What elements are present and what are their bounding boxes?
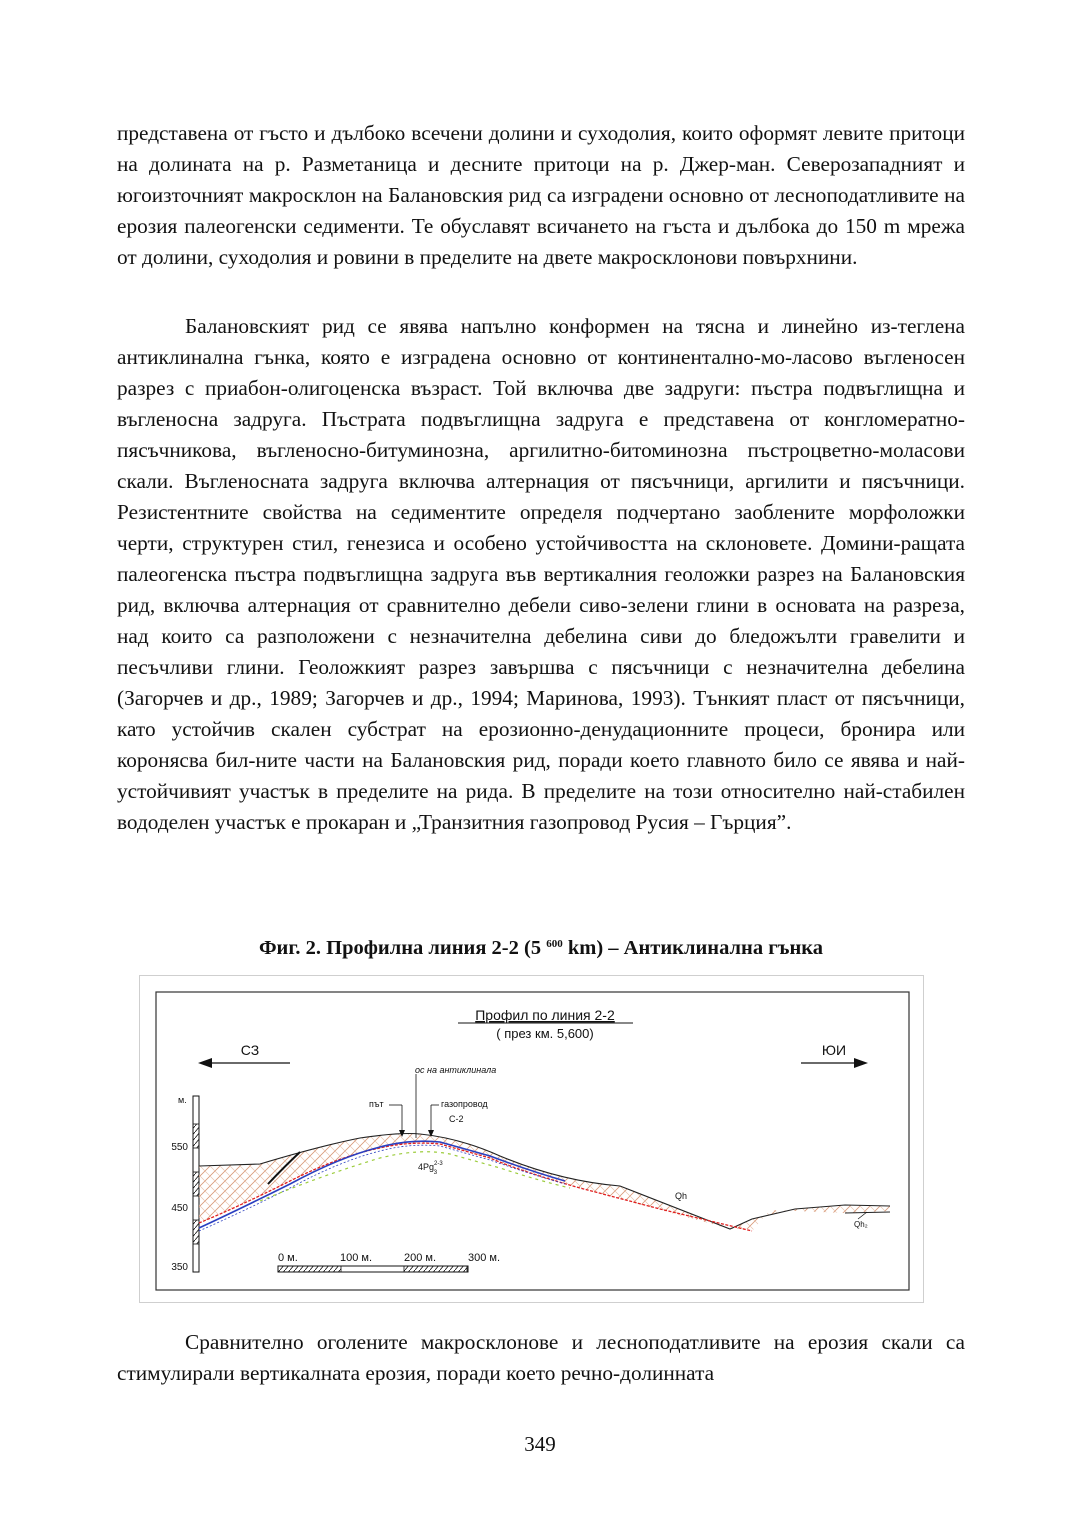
caption-after: km) – Антиклинална гънка bbox=[562, 937, 824, 959]
label-axis: ос на антиклинала bbox=[415, 1065, 497, 1075]
dir-right-label: ЮИ bbox=[821, 1042, 847, 1058]
scale-label-200: 200 м. bbox=[404, 1252, 437, 1264]
caption-sup: 600 bbox=[546, 938, 563, 950]
paragraph-top-block bbox=[117, 118, 965, 273]
dir-left-label: СЗ bbox=[240, 1042, 260, 1058]
figure-title: Профил по линия 2-2 bbox=[475, 1007, 615, 1023]
figure-profile bbox=[139, 975, 924, 1303]
dir-right-arrowhead bbox=[854, 1058, 868, 1068]
page-number: 349 bbox=[524, 1432, 556, 1456]
paragraph-main-block bbox=[117, 311, 965, 838]
label-qh: Qh bbox=[675, 1191, 688, 1201]
axis-tick-450: 450 bbox=[171, 1203, 188, 1214]
axis-tick-550: 550 bbox=[171, 1142, 188, 1153]
caption-before: Фиг. 2. Профилна линия 2-2 (5 bbox=[258, 937, 547, 959]
scale-label-100: 100 м. bbox=[340, 1252, 373, 1264]
axis-unit: м. bbox=[178, 1095, 187, 1105]
label-pipeline: газопровод bbox=[441, 1099, 488, 1109]
paragraph-main: Балановският рид се явява напълно конформен на тясна и линейно из-теглена антиклинална гънка, която е изградена основно от континентално-мо-ласово въгленосен разрез с приабон-олигоценска възраст. Той включва две задруги: пъстра подвъглищна и въгленосна задруга. Пъстрата подвъглищна задруга е представена от конгломератно-пясъчникова, въгленосно-битуминозна, аргилитно-битоминозна пъстроцветно-моласови скали. Въгленосната задруга включва алтернация от пясъчници, аргилити и пясъчници. Резистентните свойства на седиментите определя подчертано заоблените морфоложки черти, структурен стил, генезиса и особено устойчивостта на склоновете. Домини-ращата палеогенска пъстра подвъглищна задруга във вертикалния геоложки разрез на Балановския рид, включва алтернация от сравнително дебели сиво-зелени глини в основата на разреза, над които са разположени с незначителна дебелина сиви до бледожълти гравелити и песъчливи глини. Геоложкият разрез завършва с пясъчници с незначителна дебелина (Загорчев и др., 1989; Загорчев и др., 1994; Маринова, 1993). Тънкият пласт от пясъчници, като устойчив скален субстрат на ерозионно-денудационните процеси, бронира или коронясва бил-ните части на Балановския рид, поради което главното било се явява и най-устойчивият участък в пределите на рида. В пределите на този относително най-стабилен вододелен участък е прокаран и „Транзитния газопровод Русия – Гърция”. bbox=[117, 314, 965, 834]
paragraph-bottom: Сравнително оголените макросклонове и лесноподатливите на ерозия скали са стимулирали вертикалната ерозия, поради което речно-долинната bbox=[117, 1330, 965, 1385]
paragraph-bottom-block bbox=[117, 1327, 965, 1389]
paragraph-top: представена от гъсто и дълбоко всечени долини и суходолия, които оформят левите притоци на долината на р. Разметаница и десните притоци на р. Джер-ман. Северозападният и югоизточният макросклон на Балановския рид са изградени основно от лесноподатливите на ерозия палеогенски седименти. Те обуславят всичането на гъста и дълбока до 150 m мрежа от долини, суходолия и ровини в пределите на двете макросклонови повърхнини. bbox=[117, 121, 965, 269]
label-unit-pg-sup: 2-3 bbox=[434, 1161, 443, 1167]
label-unit-pg bbox=[418, 1161, 443, 1176]
scale-label-0: 0 м. bbox=[278, 1252, 298, 1264]
red-boundary bbox=[199, 1143, 752, 1231]
figure-caption bbox=[117, 931, 965, 961]
label-unit-pg-main: 4Pg bbox=[418, 1162, 435, 1172]
profile-drawing bbox=[140, 976, 925, 1304]
scale-label-300: 300 м. bbox=[468, 1252, 501, 1264]
label-pipe-id: С-2 bbox=[449, 1114, 464, 1124]
label-qh2: Qh₂ bbox=[854, 1220, 868, 1229]
figure-subtitle: ( през км. 5,600) bbox=[496, 1026, 594, 1041]
axis-tick-350: 350 bbox=[171, 1262, 188, 1273]
label-road: път bbox=[369, 1099, 384, 1109]
dir-left-arrowhead bbox=[198, 1058, 212, 1068]
label-unit-pg-sub: 3 bbox=[433, 1170, 438, 1176]
